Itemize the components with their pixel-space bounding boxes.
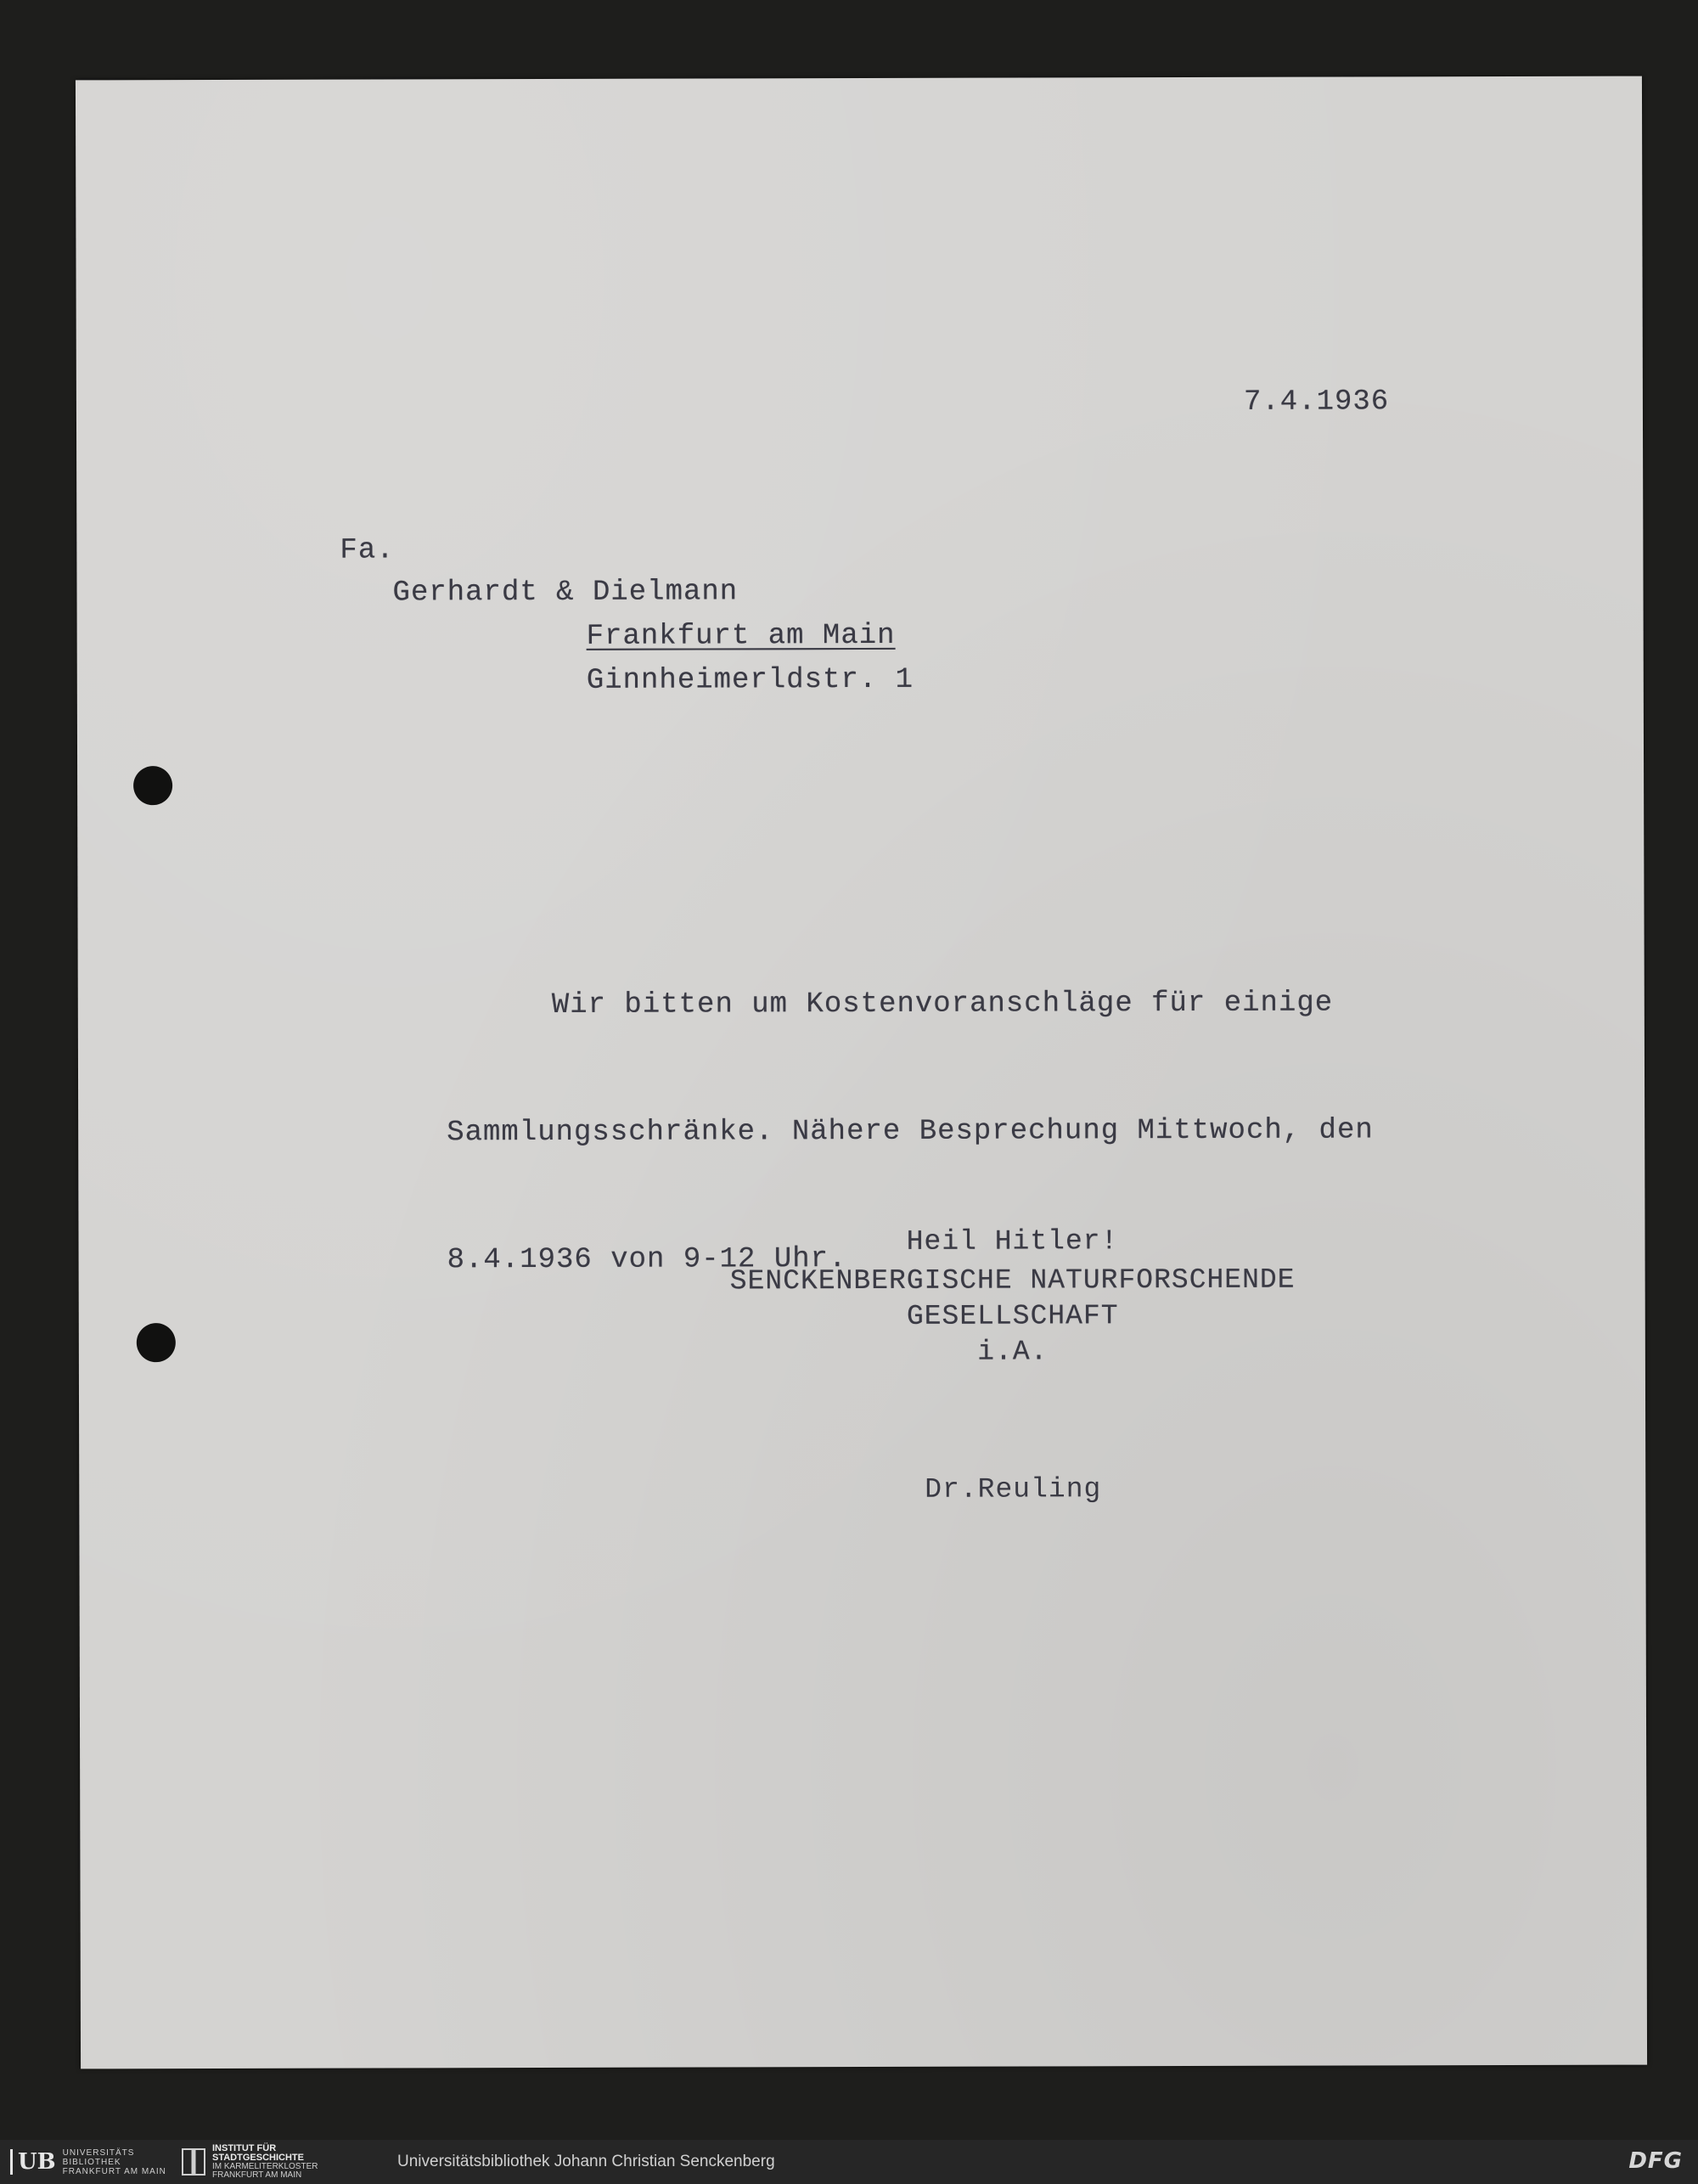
body-line: Wir bitten um Kostenvoranschläge für einige — [551, 987, 1334, 1022]
ub-logo-mark: UB — [10, 2149, 56, 2175]
institute-subtitle: IM KARMELITERKLOSTER FRANKFURT AM MAIN — [212, 2162, 318, 2180]
address-prefix: Fa. — [340, 534, 395, 567]
institute-title: INSTITUT FÜR STADTGESCHICHTE — [212, 2143, 304, 2163]
building-icon — [182, 2148, 205, 2176]
closing-greeting: Heil Hitler! — [906, 1225, 1119, 1258]
organization-line-2: GESELLSCHAFT — [906, 1300, 1119, 1332]
address-company: Gerhardt & Dielmann — [392, 576, 739, 610]
institute-logo-text — [212, 2144, 318, 2180]
on-behalf: i.A. — [977, 1336, 1049, 1368]
signatory-name: Dr.Reuling — [925, 1473, 1102, 1506]
address-city: Frankfurt am Main — [586, 619, 896, 653]
letter-date: 7.4.1936 — [1243, 386, 1390, 419]
library-name: Universitätsbibliothek Johann Christian Senckenberg — [397, 2153, 775, 2170]
body-line: 8.4.1936 von 9-12 Uhr. — [447, 1243, 847, 1277]
address-street: Ginnheimerldstr. 1 — [586, 663, 914, 697]
body-line: Sammlungsschränke. Nähere Besprechung Mittwoch, den — [447, 1114, 1374, 1150]
punch-hole-bottom — [137, 1323, 176, 1362]
organization-line-1: SENCKENBERGISCHE NATURFORSCHENDE — [729, 1264, 1296, 1297]
viewer-footer — [0, 2140, 1698, 2184]
dfg-logo[interactable]: DFG — [1628, 2148, 1683, 2174]
institute-logo[interactable] — [182, 2143, 318, 2180]
letter-page — [76, 76, 1647, 2069]
punch-hole-top — [133, 766, 172, 805]
ub-logo[interactable] — [10, 2147, 166, 2177]
ub-logo-text: UNIVERSITÄTS BIBLIOTHEK FRANKFURT AM MAIN — [62, 2147, 166, 2176]
closing-block — [672, 1223, 1352, 1371]
